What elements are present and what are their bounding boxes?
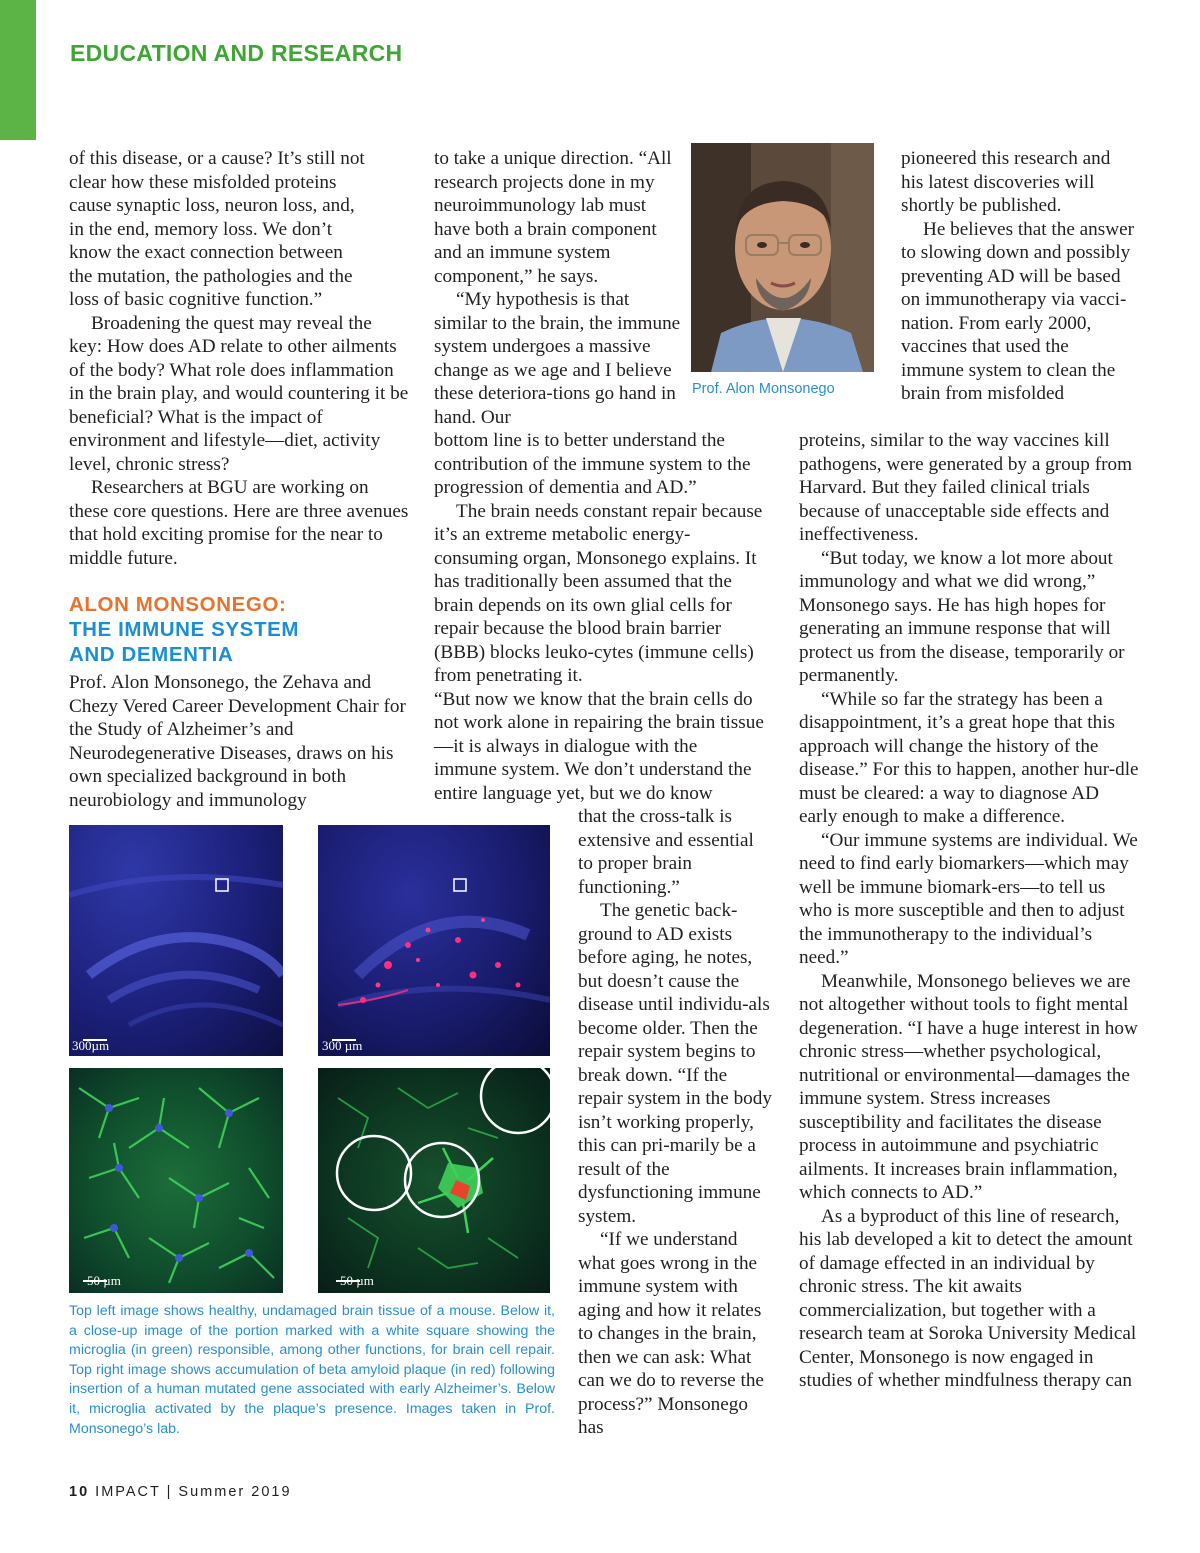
text-line: loss of basic cognitive function.” — [69, 289, 323, 310]
paragraph: The brain needs constant repair because it’s an extreme metabolic energy-consuming organ, Monsonego explains. It has traditionally been assumed that the brain depends on its own glial cells for repair because the blood brain barrier (BBB) blocks leuko-cytes (immune cells) from penetrating it. — [434, 500, 763, 686]
paragraph: Prof. Alon Monsonego, the Zehava and Chezy Vered Career Development Chair for the Study of Alzheimer’s and Neurodegenerative Diseases, draws on his own specialized background in both neurobiology and immunology — [69, 672, 406, 811]
paragraph: He believes that the answer to slowing down and possibly preventing AD will be based on immunotherapy via vacci-nation. From early 2000, vaccines that used the immune system to clean the brain from misfolded — [901, 218, 1134, 404]
portrait-photo — [691, 143, 874, 372]
scale-label: 50 µm — [340, 1273, 374, 1288]
paragraph: As a byproduct of this line of research, his lab developed a kit to detect the amount of damage effected in an individual by chronic stress. The kit awaits commercialization, but together with a research team at Soroka University Medical Center, Monsonego is now engaged in studies of whether mindfulness therapy can — [799, 1205, 1137, 1391]
column-2-middle — [434, 429, 764, 805]
paragraph-continuation — [69, 147, 409, 312]
page-footer — [69, 1484, 292, 1500]
heading-topic-line: AND DEMENTIA — [69, 643, 234, 666]
paragraph: “Our immune systems are individual. We need to find early biomarkers—which may well be immune biomark-ers—to tell us who is more susceptible and then to adjust the immunotherapy to the individual’s need.” — [799, 829, 1138, 968]
publication-name: IMPACT | Summer 2019 — [95, 1484, 292, 1500]
heading-topic-line: THE IMMUNE SYSTEM — [69, 618, 300, 641]
column-3-lower — [799, 429, 1139, 1393]
paragraph-continuation: proteins, similar to the way vaccines kill pathogens, were generated by a group from Harvard. But they failed clinical trials because of unacceptable side effects and ineffectiveness. — [799, 430, 1132, 545]
micrograph-microglia-activated — [318, 1068, 550, 1293]
paragraph-continuation: bottom line is to better understand the contribution of the immune system to the progression of dementia and AD.” — [434, 430, 751, 498]
page-number: 10 — [69, 1484, 90, 1500]
section-color-bar — [0, 0, 36, 140]
text-line: cause synaptic loss, neuron loss, and, — [69, 195, 355, 216]
text-line: clear how these misfolded proteins — [69, 171, 337, 193]
scale-label: 300 µm — [322, 1038, 363, 1053]
micrograph-illustration — [69, 825, 283, 1056]
scale-label: 300µm — [72, 1038, 110, 1053]
paragraph: “But now we know that the brain cells do not work alone in repairing the brain tissue—it is always in dialogue with the immune system. We don’t understand the entire language yet, but we do know — [434, 688, 764, 804]
paragraph: “While so far the strategy has been a disappointment, it’s a great hope that this approach will change the history of the disease.” For this to happen, another hur-dle must be cleared: a way to diagnose AD early enough to make a difference. — [799, 688, 1139, 827]
paragraph: “But today, we know a lot more about immunology and what we did wrong,” Monsonego says. He has high hopes for generating an immune response that will protect us from the disease, temporarily or permanently. — [799, 547, 1125, 686]
heading-name: ALON MONSONEGO: — [69, 593, 287, 616]
paragraph: Researchers at BGU are working on these core questions. Here are three avenues that hold exciting promise for the near to middle future. — [69, 477, 409, 569]
micrograph-healthy-tissue — [69, 825, 283, 1056]
section-title: EDUCATION AND RESEARCH — [70, 40, 403, 66]
scale-label: 50 µm — [87, 1273, 121, 1288]
column-2-upper — [434, 147, 684, 429]
paragraph: to take a unique direction. “All research projects done in my neuroimmunology lab must have both a brain component and an immune system component,” he says. — [434, 148, 672, 287]
micrograph-illustration — [318, 825, 550, 1056]
paragraph-continuation: pioneered this research and his latest discoveries will shortly be published. — [901, 148, 1111, 216]
column-2-lower — [578, 805, 773, 1440]
micrograph-illustration — [69, 1068, 283, 1293]
paragraph: Meanwhile, Monsonego believes we are not altogether without tools to fight mental degeneration. “I have a huge interest in how chronic stress—whether psychological, nutritional or environmental—damages the immune system. Stress increases susceptibility and facilitates the disease process in autoimmune and psychiatric ailments. It increases brain inflammation, which connects to AD.” — [799, 970, 1138, 1203]
paragraph: The genetic back-ground to AD exists before aging, he notes, but doesn’t cause the disease until individu-als become older. Then the repair system begins to break down. “If the repair system in the body isn’t working properly, this can pri-marily be a result of the dysfunctioning immune system. — [578, 900, 772, 1227]
portrait-illustration — [691, 143, 874, 372]
paragraph-continuation: that the cross-talk is extensive and essential to proper brain functioning.” — [578, 806, 754, 898]
text-line: in the end, memory loss. We don’t — [69, 218, 333, 240]
text-line: the mutation, the pathologies and the — [69, 265, 353, 287]
paragraph: “My hypothesis is that similar to the brain, the immune system undergoes a massive change as we age and I believe these deteriora-tions go hand in hand. Our — [434, 289, 681, 428]
text-line: of this disease, or a cause? It’s still not — [69, 148, 365, 169]
micrograph-illustration — [318, 1068, 550, 1293]
micrograph-plaque-tissue — [318, 825, 550, 1056]
subsection-heading — [69, 592, 409, 667]
paragraph: “If we understand what goes wrong in the immune system with aging and how it relates to changes in the brain, then we can ask: What can we do to reverse the process?” Monsonego has — [578, 1229, 764, 1438]
paragraph: Broadening the quest may reveal the key: How does AD relate to other ailments of the body? What role does inflammation in the brain play, and would countering it be beneficial? What is the impact of environment and lifestyle—diet, activity level, chronic stress? — [69, 312, 409, 475]
micrograph-microglia-healthy — [69, 1068, 283, 1293]
column-3-upper — [901, 147, 1136, 406]
figure-caption: Top left image shows healthy, undamaged brain tissue of a mouse. Below it, a close-up image of the portion marked with a white square showing the microglia (in green) responsible, among other functions, for brain cell repair. Top right image shows accumulation of beta amyloid plaque (in red) following insertion of a human mutated gene associated with early Alzheimer’s. Below it, microglia activated by the plaque’s presence. Images taken in Prof. Monsonego’s lab. — [69, 1303, 555, 1437]
photo-caption: Prof. Alon Monsonego — [692, 381, 835, 397]
column-1 — [69, 147, 409, 812]
text-line: know the exact connection between — [69, 242, 343, 263]
